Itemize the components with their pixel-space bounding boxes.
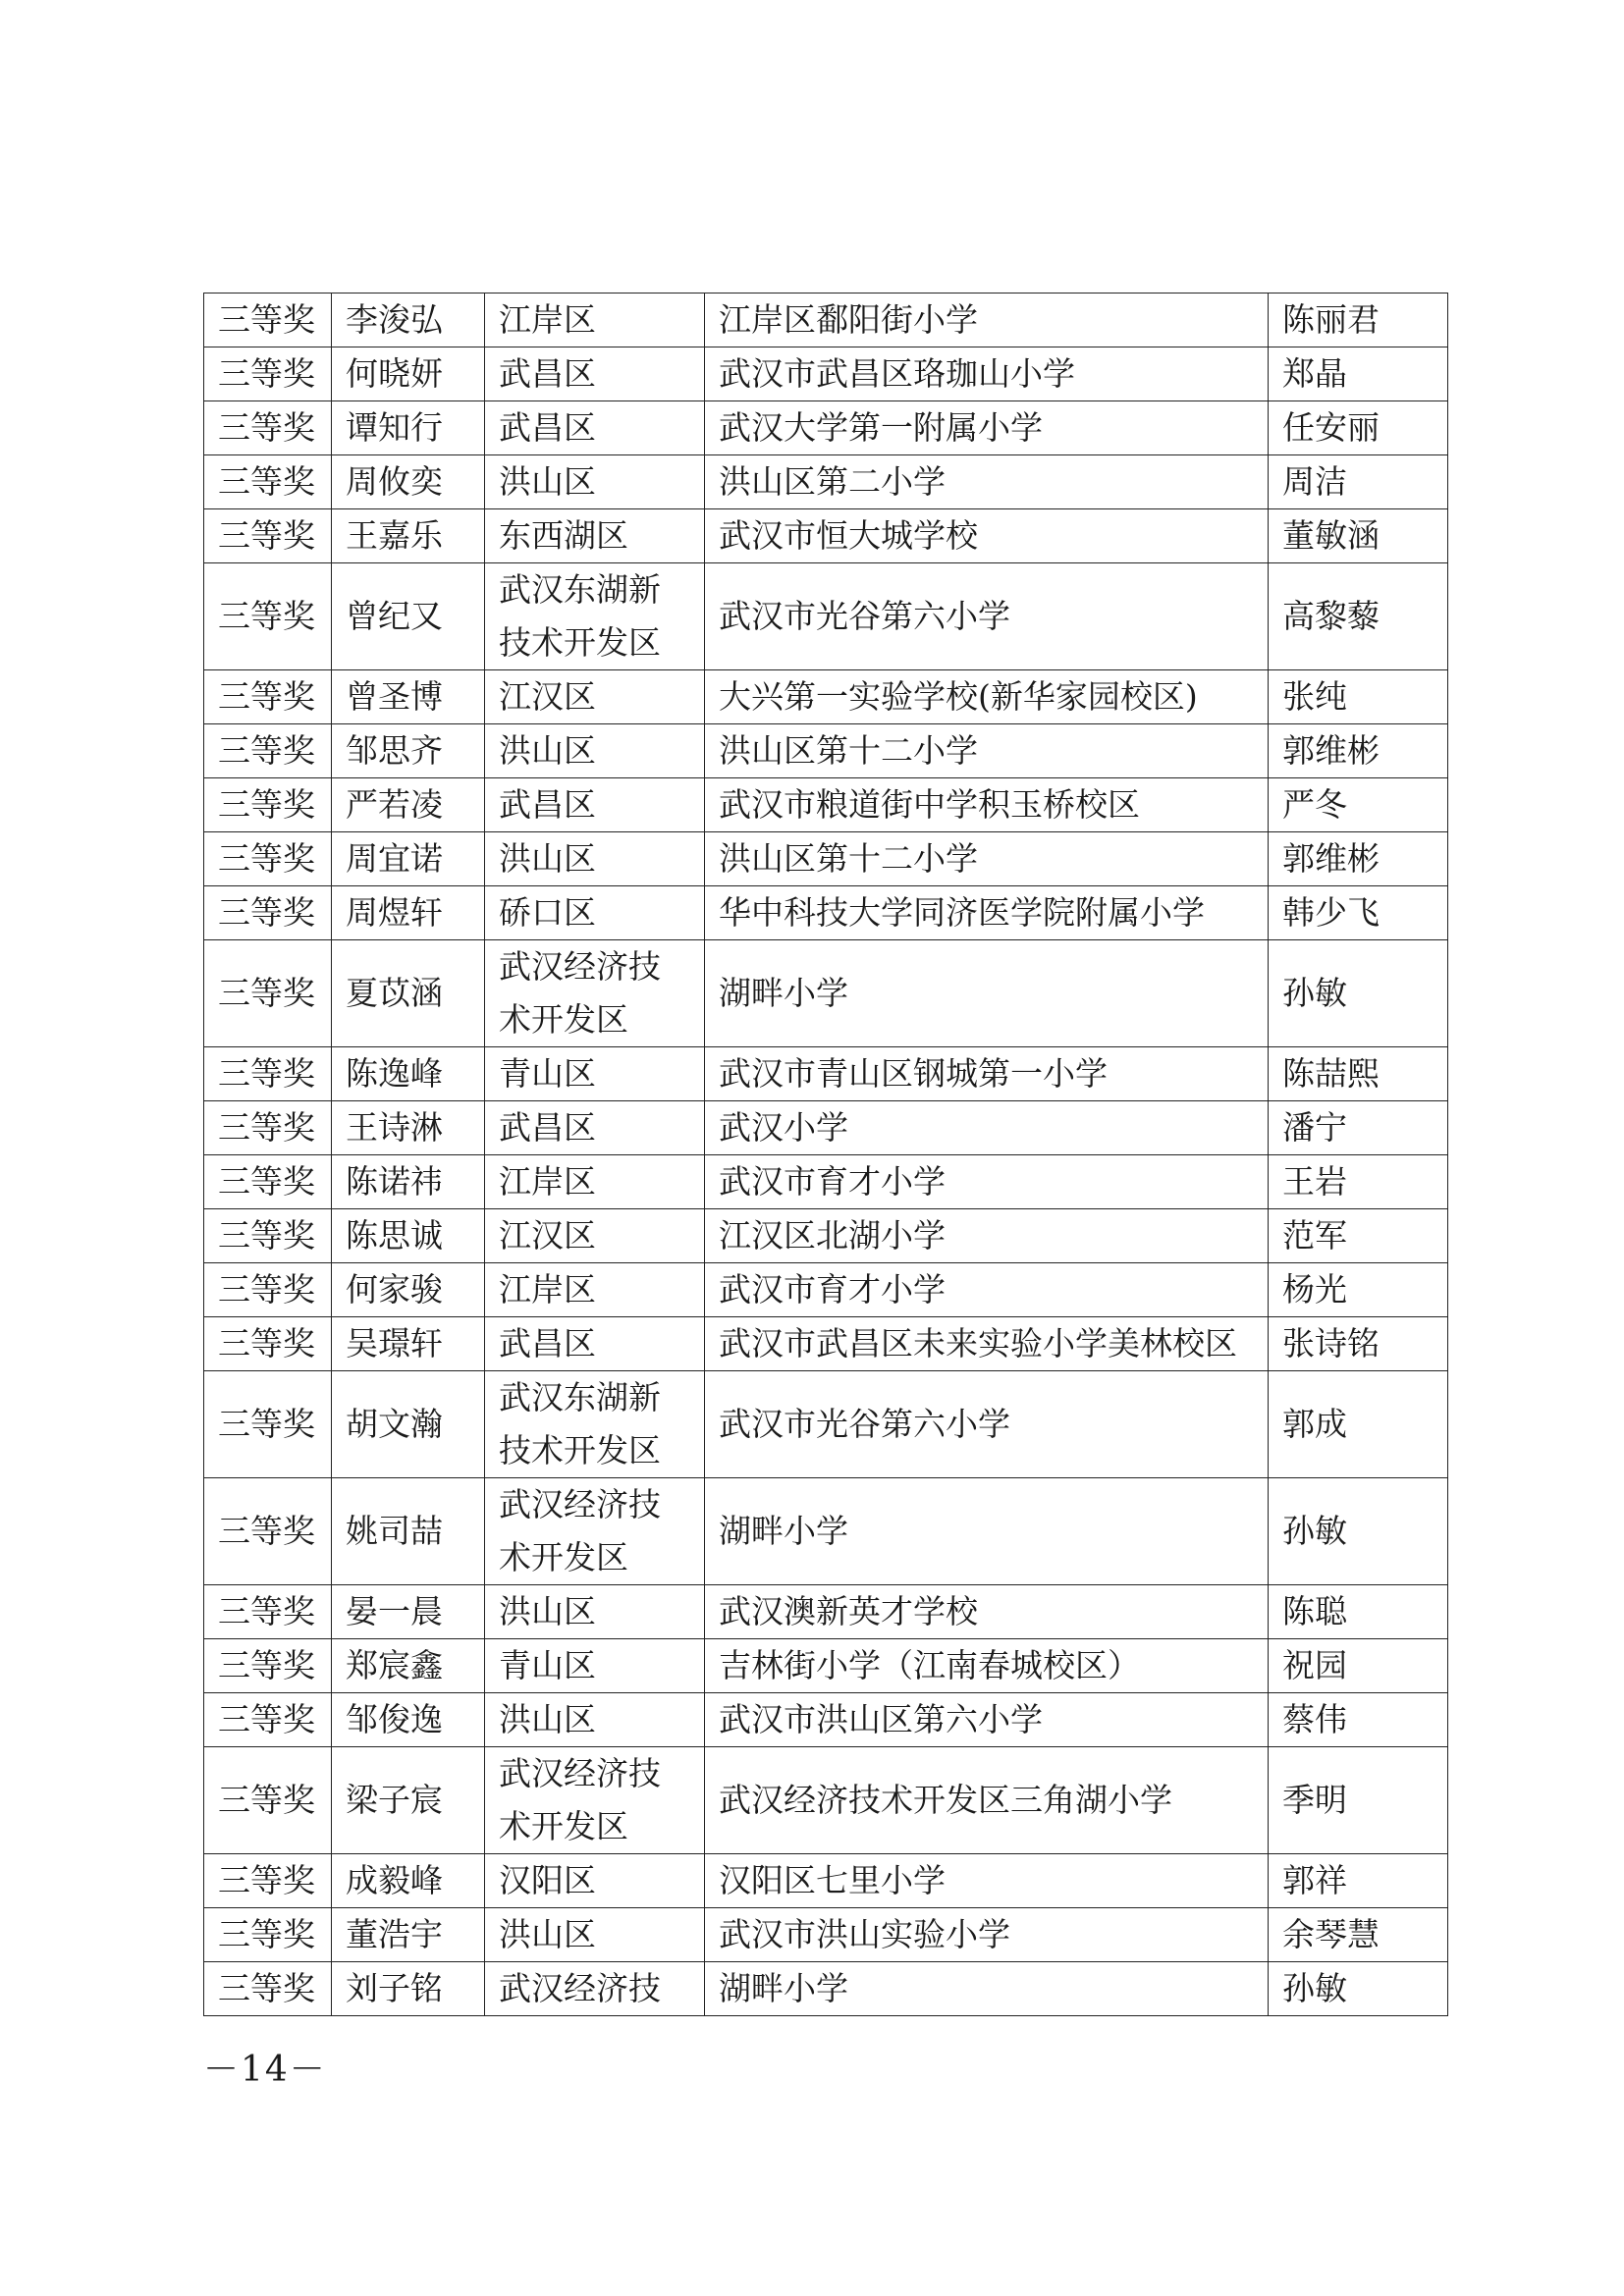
school-cell: 武汉市武昌区珞珈山小学 xyxy=(705,347,1269,401)
table-row xyxy=(204,563,1448,670)
name-cell: 王嘉乐 xyxy=(332,509,485,563)
teacher-cell: 郑晶 xyxy=(1269,347,1448,401)
table-row xyxy=(204,455,1448,509)
award-cell: 三等奖 xyxy=(204,1101,332,1155)
teacher-cell: 孙敏 xyxy=(1269,940,1448,1047)
district-cell: 青山区 xyxy=(485,1639,705,1693)
teacher-cell: 季明 xyxy=(1269,1747,1448,1854)
district-cell: 洪山区 xyxy=(485,832,705,886)
name-cell: 梁子宸 xyxy=(332,1747,485,1854)
table-row xyxy=(204,778,1448,832)
teacher-cell: 周洁 xyxy=(1269,455,1448,509)
name-cell: 邹俊逸 xyxy=(332,1693,485,1747)
school-cell: 武汉市光谷第六小学 xyxy=(705,563,1269,670)
school-cell: 汉阳区七里小学 xyxy=(705,1854,1269,1908)
table-row xyxy=(204,1908,1448,1962)
teacher-cell: 郭维彬 xyxy=(1269,724,1448,778)
school-cell: 江岸区鄱阳街小学 xyxy=(705,294,1269,347)
table-row xyxy=(204,1585,1448,1639)
school-cell: 华中科技大学同济医学院附属小学 xyxy=(705,886,1269,940)
award-cell: 三等奖 xyxy=(204,1478,332,1585)
teacher-cell: 余琴慧 xyxy=(1269,1908,1448,1962)
table-row xyxy=(204,1047,1448,1101)
award-cell: 三等奖 xyxy=(204,1908,332,1962)
district-cell: 武汉经济技 xyxy=(485,1962,705,2016)
award-cell: 三等奖 xyxy=(204,778,332,832)
district-cell: 武汉经济技术开发区 xyxy=(485,1747,705,1854)
teacher-cell: 孙敏 xyxy=(1269,1478,1448,1585)
school-cell: 湖畔小学 xyxy=(705,940,1269,1047)
table-row xyxy=(204,1478,1448,1585)
school-cell: 武汉市恒大城学校 xyxy=(705,509,1269,563)
school-cell: 武汉经济技术开发区三角湖小学 xyxy=(705,1747,1269,1854)
district-cell: 汉阳区 xyxy=(485,1854,705,1908)
table-row xyxy=(204,1263,1448,1317)
teacher-cell: 祝园 xyxy=(1269,1639,1448,1693)
district-cell: 武昌区 xyxy=(485,401,705,455)
school-cell: 武汉市粮道街中学积玉桥校区 xyxy=(705,778,1269,832)
award-cell: 三等奖 xyxy=(204,1047,332,1101)
teacher-cell: 董敏涵 xyxy=(1269,509,1448,563)
table-row xyxy=(204,724,1448,778)
school-cell: 洪山区第二小学 xyxy=(705,455,1269,509)
name-cell: 刘子铭 xyxy=(332,1962,485,2016)
district-cell: 武昌区 xyxy=(485,347,705,401)
award-cell: 三等奖 xyxy=(204,1263,332,1317)
teacher-cell: 严冬 xyxy=(1269,778,1448,832)
table-row xyxy=(204,1962,1448,2016)
name-cell: 晏一晨 xyxy=(332,1585,485,1639)
school-cell: 武汉澳新英才学校 xyxy=(705,1585,1269,1639)
district-cell: 江汉区 xyxy=(485,1209,705,1263)
teacher-cell: 郭祥 xyxy=(1269,1854,1448,1908)
table-row xyxy=(204,509,1448,563)
name-cell: 王诗淋 xyxy=(332,1101,485,1155)
district-cell: 洪山区 xyxy=(485,724,705,778)
award-cell: 三等奖 xyxy=(204,886,332,940)
award-cell: 三等奖 xyxy=(204,347,332,401)
teacher-cell: 高黎藜 xyxy=(1269,563,1448,670)
award-cell: 三等奖 xyxy=(204,1209,332,1263)
award-cell: 三等奖 xyxy=(204,1155,332,1209)
teacher-cell: 郭成 xyxy=(1269,1371,1448,1478)
district-cell: 武汉经济技术开发区 xyxy=(485,940,705,1047)
teacher-cell: 杨光 xyxy=(1269,1263,1448,1317)
table-row xyxy=(204,1693,1448,1747)
district-cell: 硚口区 xyxy=(485,886,705,940)
name-cell: 陈思诚 xyxy=(332,1209,485,1263)
name-cell: 董浩宇 xyxy=(332,1908,485,1962)
award-cell: 三等奖 xyxy=(204,724,332,778)
teacher-cell: 韩少飞 xyxy=(1269,886,1448,940)
teacher-cell: 王岩 xyxy=(1269,1155,1448,1209)
name-cell: 周宜诺 xyxy=(332,832,485,886)
school-cell: 吉林街小学（江南春城校区） xyxy=(705,1639,1269,1693)
award-cell: 三等奖 xyxy=(204,832,332,886)
award-cell: 三等奖 xyxy=(204,401,332,455)
school-cell: 武汉市洪山区第六小学 xyxy=(705,1693,1269,1747)
teacher-cell: 任安丽 xyxy=(1269,401,1448,455)
page-number: －14－ xyxy=(203,2050,327,2090)
school-cell: 湖畔小学 xyxy=(705,1478,1269,1585)
district-cell: 洪山区 xyxy=(485,1585,705,1639)
district-cell: 东西湖区 xyxy=(485,509,705,563)
table-row xyxy=(204,1155,1448,1209)
table-row xyxy=(204,1854,1448,1908)
district-cell: 武汉东湖新技术开发区 xyxy=(485,1371,705,1478)
name-cell: 陈诺祎 xyxy=(332,1155,485,1209)
award-table-body xyxy=(204,294,1448,2016)
district-cell: 青山区 xyxy=(485,1047,705,1101)
school-cell: 武汉大学第一附属小学 xyxy=(705,401,1269,455)
award-cell: 三等奖 xyxy=(204,1962,332,2016)
name-cell: 成毅峰 xyxy=(332,1854,485,1908)
school-cell: 武汉市武昌区未来实验小学美林校区 xyxy=(705,1317,1269,1371)
name-cell: 吴璟轩 xyxy=(332,1317,485,1371)
name-cell: 李浚弘 xyxy=(332,294,485,347)
table-row xyxy=(204,1317,1448,1371)
teacher-cell: 张纯 xyxy=(1269,670,1448,724)
award-cell: 三等奖 xyxy=(204,1585,332,1639)
award-cell: 三等奖 xyxy=(204,940,332,1047)
district-cell: 武昌区 xyxy=(485,1317,705,1371)
table-row xyxy=(204,832,1448,886)
award-cell: 三等奖 xyxy=(204,563,332,670)
school-cell: 江汉区北湖小学 xyxy=(705,1209,1269,1263)
table-row xyxy=(204,886,1448,940)
school-cell: 大兴第一实验学校(新华家园校区) xyxy=(705,670,1269,724)
school-cell: 洪山区第十二小学 xyxy=(705,832,1269,886)
name-cell: 严若凌 xyxy=(332,778,485,832)
district-cell: 江汉区 xyxy=(485,670,705,724)
name-cell: 何晓妍 xyxy=(332,347,485,401)
teacher-cell: 陈聪 xyxy=(1269,1585,1448,1639)
teacher-cell: 范军 xyxy=(1269,1209,1448,1263)
award-cell: 三等奖 xyxy=(204,670,332,724)
district-cell: 武昌区 xyxy=(485,778,705,832)
award-cell: 三等奖 xyxy=(204,1639,332,1693)
award-cell: 三等奖 xyxy=(204,294,332,347)
teacher-cell: 郭维彬 xyxy=(1269,832,1448,886)
award-cell: 三等奖 xyxy=(204,1747,332,1854)
teacher-cell: 孙敏 xyxy=(1269,1962,1448,2016)
school-cell: 洪山区第十二小学 xyxy=(705,724,1269,778)
award-cell: 三等奖 xyxy=(204,1693,332,1747)
school-cell: 武汉市育才小学 xyxy=(705,1155,1269,1209)
school-cell: 武汉市洪山实验小学 xyxy=(705,1908,1269,1962)
name-cell: 何家骏 xyxy=(332,1263,485,1317)
school-cell: 湖畔小学 xyxy=(705,1962,1269,2016)
district-cell: 江岸区 xyxy=(485,1155,705,1209)
table-row xyxy=(204,347,1448,401)
table-row xyxy=(204,401,1448,455)
district-cell: 洪山区 xyxy=(485,1693,705,1747)
district-cell: 江岸区 xyxy=(485,1263,705,1317)
award-cell: 三等奖 xyxy=(204,1317,332,1371)
district-cell: 洪山区 xyxy=(485,1908,705,1962)
table-row xyxy=(204,1639,1448,1693)
name-cell: 邹思齐 xyxy=(332,724,485,778)
award-cell: 三等奖 xyxy=(204,1854,332,1908)
teacher-cell: 陈丽君 xyxy=(1269,294,1448,347)
table-row xyxy=(204,1747,1448,1854)
award-table xyxy=(203,293,1448,2016)
teacher-cell: 潘宁 xyxy=(1269,1101,1448,1155)
school-cell: 武汉市光谷第六小学 xyxy=(705,1371,1269,1478)
name-cell: 曾圣博 xyxy=(332,670,485,724)
table-row xyxy=(204,1209,1448,1263)
name-cell: 陈逸峰 xyxy=(332,1047,485,1101)
name-cell: 周煜轩 xyxy=(332,886,485,940)
school-cell: 武汉市青山区钢城第一小学 xyxy=(705,1047,1269,1101)
name-cell: 周攸奕 xyxy=(332,455,485,509)
name-cell: 谭知行 xyxy=(332,401,485,455)
table-row xyxy=(204,1101,1448,1155)
award-cell: 三等奖 xyxy=(204,455,332,509)
district-cell: 武汉东湖新技术开发区 xyxy=(485,563,705,670)
table-row xyxy=(204,670,1448,724)
district-cell: 武汉经济技术开发区 xyxy=(485,1478,705,1585)
district-cell: 洪山区 xyxy=(485,455,705,509)
district-cell: 江岸区 xyxy=(485,294,705,347)
district-cell: 武昌区 xyxy=(485,1101,705,1155)
teacher-cell: 蔡伟 xyxy=(1269,1693,1448,1747)
table-row xyxy=(204,940,1448,1047)
teacher-cell: 张诗铭 xyxy=(1269,1317,1448,1371)
school-cell: 武汉市育才小学 xyxy=(705,1263,1269,1317)
name-cell: 郑宸鑫 xyxy=(332,1639,485,1693)
name-cell: 夏苡涵 xyxy=(332,940,485,1047)
name-cell: 胡文瀚 xyxy=(332,1371,485,1478)
school-cell: 武汉小学 xyxy=(705,1101,1269,1155)
award-cell: 三等奖 xyxy=(204,1371,332,1478)
name-cell: 姚司喆 xyxy=(332,1478,485,1585)
award-cell: 三等奖 xyxy=(204,509,332,563)
table-row xyxy=(204,294,1448,347)
teacher-cell: 陈喆熙 xyxy=(1269,1047,1448,1101)
table-row xyxy=(204,1371,1448,1478)
name-cell: 曾纪又 xyxy=(332,563,485,670)
